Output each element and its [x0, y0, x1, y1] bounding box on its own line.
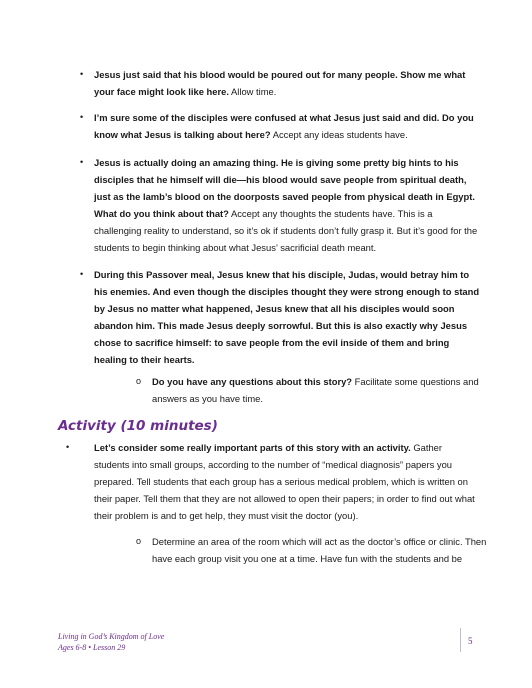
- bullet-paragraph-2: [94, 109, 474, 143]
- bullet-3-normal: Accept any thoughts the students have. This is a challenging reality to understand, so it’s ok if students don’t fully grasp it. But it’s good for the students to begin thinking about what Jesus’ sacrificial death meant.: [94, 208, 478, 253]
- bullet-paragraph-3: [94, 154, 480, 256]
- bullet-1-bold: Jesus just said that his blood would be poured out for many people. Show me what your face might look like here.: [94, 69, 466, 97]
- bullet-2-normal: Accept any ideas students have.: [270, 129, 408, 140]
- activity-heading: Activity (10 minutes): [58, 418, 218, 434]
- sub-2-normal: Determine an area of the room which will act as the doctor’s office or clinic. Then have each group visit you one at a time. Have fun with the students and be: [152, 536, 487, 564]
- footer-divider: [460, 628, 461, 652]
- sub-bullet-marker: o: [136, 536, 142, 546]
- bullet-paragraph-1: [94, 66, 474, 100]
- bullet-marker: •: [80, 69, 84, 79]
- sub-1-bold: Do you have any questions about this story?: [152, 376, 353, 387]
- bullet-paragraph-4: [94, 266, 480, 368]
- footer-subtitle: Ages 6-8 • Lesson 29: [58, 643, 126, 652]
- bullet-marker: •: [80, 112, 84, 122]
- sub-1-normal: Facilitate some questions and answers as you have time.: [152, 376, 479, 404]
- bullet-3-bold: Jesus is actually doing an amazing thing. He is giving some pretty big hints to his disciples that he himself will die—his blood would save people from spiritual death, just as the lamb’s blood on the doorposts saved people from physical death in Egypt. What do you think about that?: [94, 157, 475, 219]
- bullet-4-bold: During this Passover meal, Jesus knew that his disciple, Judas, would betray him to his enemies. And even though the disciples thought they were strong enough to stand by Jesus no matter what happened, Jesus knew that all his disciples would soon abandon him. This made Jesus deeply sorrowful. But this is also exactly why Jesus chose to sacrifice himself: to save people from the evil inside of them and bring healing to their hearts.: [94, 269, 480, 365]
- sub-bullet-paragraph-2: [152, 533, 488, 567]
- activity-normal: Gather students into small groups, according to the number of “medical diagnosis” papers you prepared. Tell students that each group has a serious medical problem, which is written on their paper. Tell them that they are not allowed to open their papers; in order to find out what their problem is and to get help, they must visit the doctor (you).: [94, 442, 475, 521]
- bullet-marker: •: [80, 269, 84, 279]
- activity-paragraph: [94, 439, 480, 524]
- bullet-1-normal: Allow time.: [228, 86, 277, 97]
- bullet-marker: •: [66, 442, 70, 452]
- page-number: 5: [468, 636, 473, 646]
- footer-title: Living in God’s Kingdom of Love: [58, 632, 165, 641]
- bullet-marker: •: [80, 157, 84, 167]
- sub-bullet-marker: o: [136, 376, 142, 386]
- activity-bold: Let’s consider some really important parts of this story with an activity.: [94, 442, 411, 453]
- sub-bullet-paragraph-1: [152, 373, 488, 407]
- bullet-2-bold: I’m sure some of the disciples were confused at what Jesus just said and did. Do you know what Jesus is talking about here?: [94, 112, 474, 140]
